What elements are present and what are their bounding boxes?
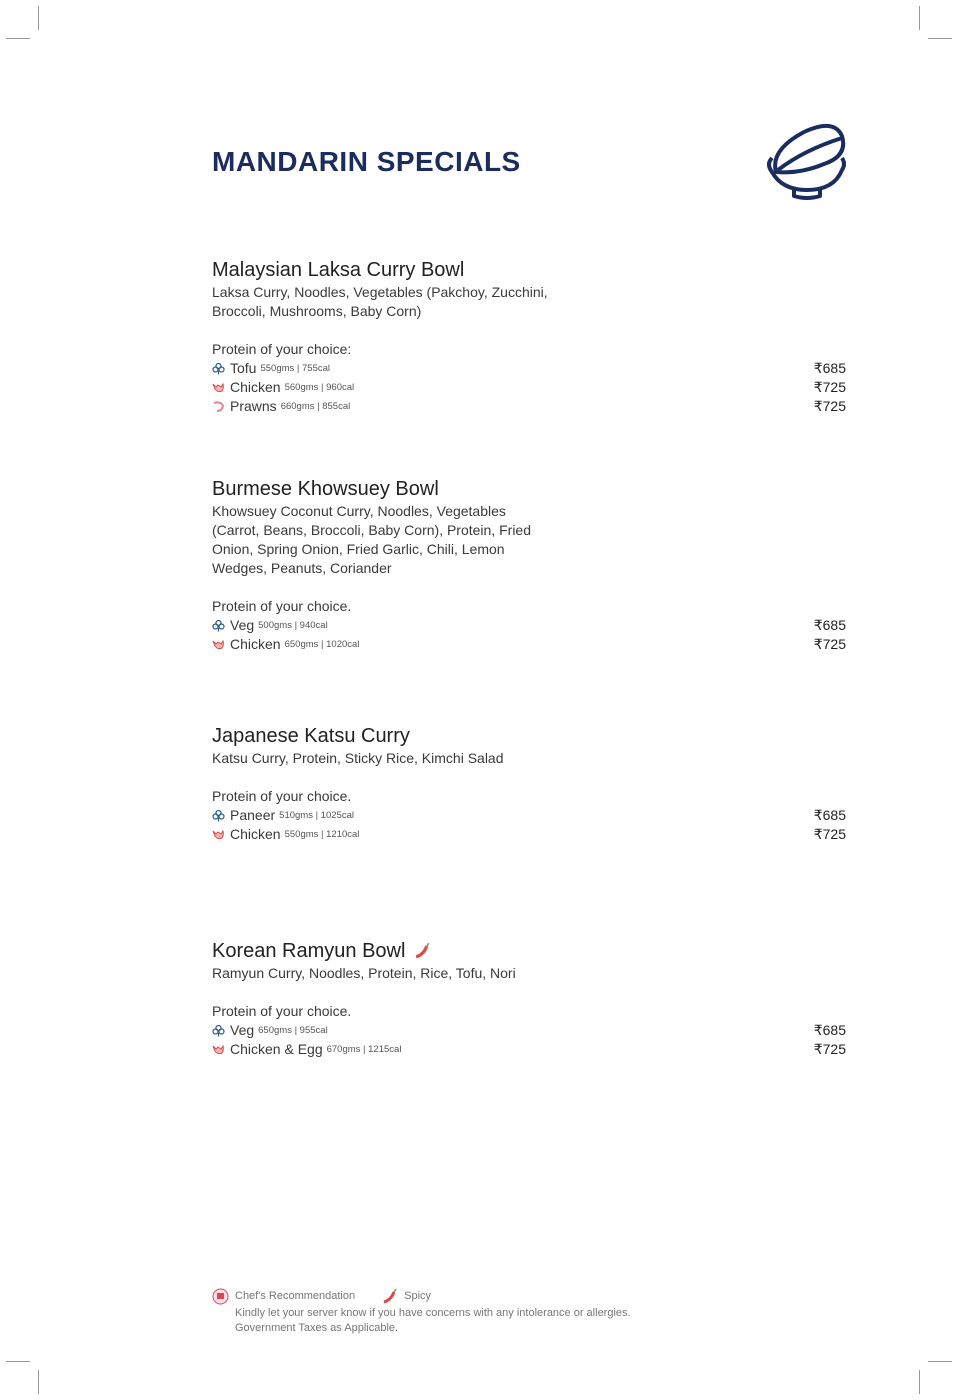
dish-section [212, 723, 846, 844]
protein-label: Protein of your choice. [212, 788, 352, 804]
dish-description: Ramyun Curry, Noodles, Protein, Rice, Tofu, Nori [212, 965, 516, 981]
protein-option [212, 825, 846, 844]
dish-description: Onion, Spring Onion, Fried Garlic, Chili, Lemon [212, 541, 505, 557]
option-name: Veg [230, 617, 255, 633]
crop-mark [928, 38, 952, 39]
protein-option [212, 1040, 846, 1059]
prawn-icon [212, 400, 225, 413]
option-name: Chicken [230, 826, 281, 842]
chef-recommendation-label: Chef's Recommendation [235, 1290, 356, 1302]
veg-icon [212, 619, 225, 632]
crop-mark [6, 1361, 30, 1362]
dish-description: Broccoli, Mushrooms, Baby Corn) [212, 303, 422, 319]
option-info: 550gms | 1210cal [284, 829, 360, 840]
protein-option [212, 1021, 846, 1040]
option-info: 660gms | 855cal [280, 401, 351, 412]
protein-option [212, 806, 846, 825]
allergy-note: Kindly let your server know if you have concerns with any intolerance or allergies. [235, 1307, 631, 1319]
dish-description: Khowsuey Coconut Curry, Noodles, Vegetables [212, 503, 506, 519]
protein-option [212, 397, 846, 416]
chef-recommendation-icon [212, 1288, 229, 1305]
option-name: Paneer [230, 807, 276, 823]
option-info: 670gms | 1215cal [326, 1044, 402, 1055]
spicy-icon [413, 942, 431, 960]
option-name: Tofu [230, 360, 257, 376]
dish-title [212, 723, 846, 749]
dish-name: Japanese Katsu Curry [212, 725, 410, 747]
tax-note: Government Taxes as Applicable. [235, 1322, 399, 1334]
dish-section [212, 257, 846, 416]
protein-label: Protein of your choice. [212, 598, 352, 614]
dish-description: (Carrot, Beans, Broccoli, Baby Corn), Protein, Fried [212, 522, 532, 538]
dish-description: Katsu Curry, Protein, Sticky Rice, Kimchi Salad [212, 750, 504, 766]
option-name: Chicken & Egg [230, 1041, 323, 1057]
veg-icon [212, 1024, 225, 1037]
chicken-icon [212, 828, 225, 841]
dish-description: Wedges, Peanuts, Coriander [212, 560, 392, 576]
dish-title [212, 938, 846, 964]
option-price: ₹685 [813, 1022, 846, 1038]
dish-section [212, 476, 846, 654]
protein-option [212, 616, 846, 635]
option-price: ₹685 [813, 360, 846, 376]
option-price: ₹725 [813, 636, 846, 652]
veg-icon [212, 809, 225, 822]
bowl-icon [764, 120, 850, 202]
protein-option [212, 378, 846, 397]
dish-title [212, 257, 846, 283]
footer [212, 1286, 631, 1336]
crop-mark [38, 1370, 39, 1394]
option-price: ₹725 [813, 1041, 846, 1057]
dish-name: Korean Ramyun Bowl [212, 940, 406, 962]
option-info: 500gms | 940cal [258, 620, 328, 631]
spicy-label: Spicy [404, 1290, 432, 1302]
protein-label: Protein of your choice: [212, 341, 352, 357]
chicken-icon [212, 638, 225, 651]
chicken-icon [212, 381, 225, 394]
dish-section [212, 938, 846, 1059]
crop-mark [919, 6, 920, 30]
option-info: 650gms | 1020cal [284, 639, 360, 650]
option-price: ₹725 [813, 826, 846, 842]
dish-name: Malaysian Laksa Curry Bowl [212, 259, 465, 281]
dish-title [212, 476, 846, 502]
veg-icon [212, 362, 225, 375]
option-info: 510gms | 1025cal [279, 810, 354, 821]
option-price: ₹685 [813, 617, 846, 633]
crop-mark [6, 38, 30, 39]
page-title: MANDARIN SPECIALS [212, 146, 521, 177]
crop-mark [928, 1361, 952, 1362]
option-info: 650gms | 955cal [258, 1025, 328, 1036]
option-name: Chicken [230, 379, 281, 395]
option-info: 560gms | 960cal [284, 382, 355, 393]
option-name: Prawns [230, 398, 277, 414]
dish-description: Laksa Curry, Noodles, Vegetables (Pakchoy, Zucchini, [212, 284, 548, 300]
crop-mark [919, 1370, 920, 1394]
protein-option [212, 635, 846, 654]
option-info: 550gms | 755cal [260, 363, 331, 374]
option-price: ₹725 [813, 379, 846, 395]
chicken-icon [212, 1043, 225, 1056]
option-price: ₹685 [813, 807, 846, 823]
option-name: Veg [230, 1022, 255, 1038]
dish-name: Burmese Khowsuey Bowl [212, 478, 439, 500]
option-price: ₹725 [813, 398, 846, 414]
option-name: Chicken [230, 636, 281, 652]
protein-option [212, 359, 846, 378]
crop-mark [38, 6, 39, 30]
protein-label: Protein of your choice. [212, 1003, 352, 1019]
spicy-icon [381, 1288, 398, 1305]
